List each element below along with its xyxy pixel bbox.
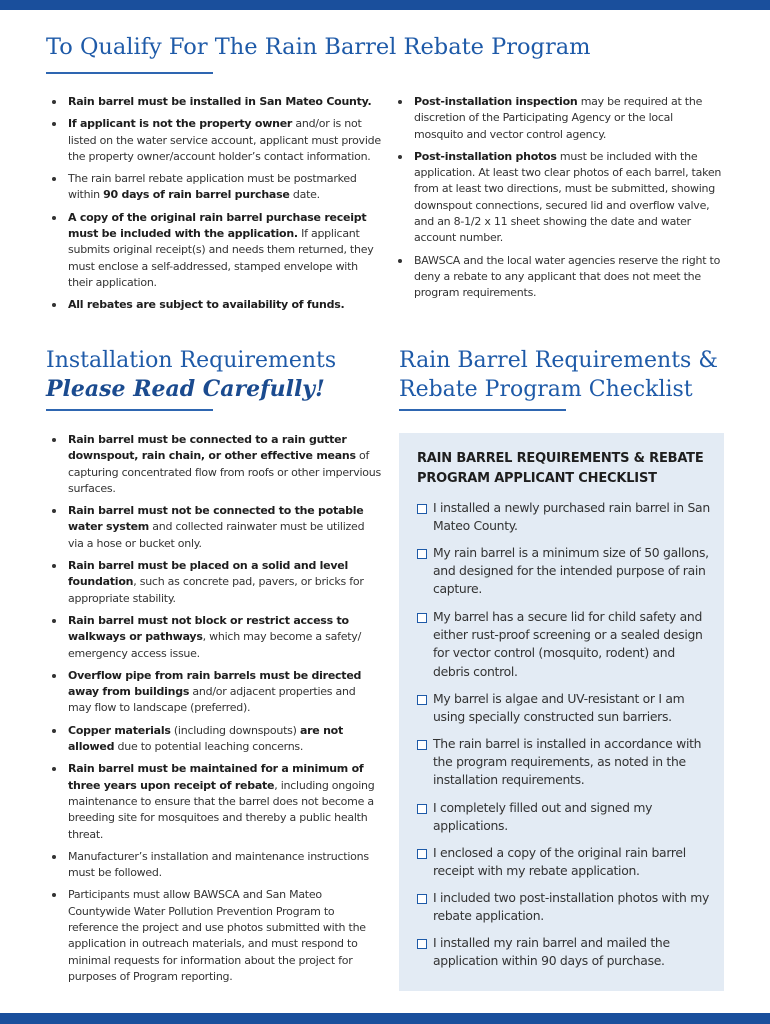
- checklist-item[interactable]: [417, 690, 712, 726]
- top-color-bar: [0, 0, 770, 10]
- installation-item: Rain barrel must not block or restrict access to walkways or pathways, which may become a safety/ emergency access issue.: [46, 613, 381, 662]
- checklist-item-label: My barrel is algae and UV-resistant or I am using specially constructed sun barriers.: [433, 691, 685, 725]
- installation-list: [46, 432, 381, 985]
- checklist-item[interactable]: [417, 889, 712, 925]
- qualify-left-item: Rain barrel must be installed in San Mateo County.: [46, 94, 381, 110]
- qualify-left-item: A copy of the original rain barrel purchase receipt must be included with the application. If applicant submits original receipt(s) and needs them returned, they must enclose a self-addressed, stamped envelope with their application.: [46, 210, 381, 291]
- checklist-item[interactable]: [417, 499, 712, 535]
- installation-heading: [46, 346, 376, 404]
- checklist-item[interactable]: [417, 934, 712, 970]
- checkbox[interactable]: [417, 894, 427, 904]
- qualify-right-item: Post-installation inspection may be required at the discretion of the Participating Agency or the local mosquito and vector control agency.: [392, 94, 722, 143]
- checkbox[interactable]: [417, 740, 427, 750]
- qualify-left-item: If applicant is not the property owner and/or is not listed on the water service account, applicant must provide the property owner/account holder’s contact information.: [46, 116, 381, 165]
- bottom-color-bar: [0, 1013, 770, 1024]
- qualify-left-list: [46, 94, 381, 314]
- checklist-item[interactable]: [417, 844, 712, 880]
- checklist-heading-line2: Rebate Program Checklist: [399, 377, 693, 402]
- checklist-item[interactable]: [417, 735, 712, 790]
- checkbox[interactable]: [417, 695, 427, 705]
- qualify-right-list: [392, 94, 722, 302]
- qualify-right-item: Post-installation photos must be included with the application. At least two clear photos of each barrel, taken from at least two directions, must be submitted, showing downspout connections, secured lid and overflow valve, and an 8-1/2 x 11 sheet showing the date and water account number.: [392, 149, 722, 247]
- checkbox[interactable]: [417, 849, 427, 859]
- checkbox[interactable]: [417, 613, 427, 623]
- checklist-heading-rule: [399, 409, 566, 411]
- checklist-item-label: I installed my rain barrel and mailed the application within 90 days of purchase.: [433, 935, 670, 969]
- installation-subtitle: Please Read Carefully!: [46, 376, 325, 402]
- checkbox[interactable]: [417, 504, 427, 514]
- installation-item: Overflow pipe from rain barrels must be directed away from buildings and/or adjacent properties and may flow to landscape (preferred).: [46, 668, 381, 717]
- checklist-item-label: I enclosed a copy of the original rain barrel receipt with my rebate application.: [433, 845, 686, 879]
- installation-heading-rule: [46, 409, 213, 411]
- qualify-left-item: All rebates are subject to availability of funds.: [46, 297, 381, 313]
- qualify-left-item: The rain barrel rebate application must be postmarked within 90 days of rain barrel purchase date.: [46, 171, 381, 204]
- qualify-right-item: BAWSCA and the local water agencies reserve the right to deny a rebate to any applicant that does not meet the program requirements.: [392, 253, 722, 302]
- checklist-item-label: I included two post-installation photos with my rebate application.: [433, 890, 710, 924]
- checklist-item[interactable]: [417, 544, 712, 599]
- qualify-heading-rule: [46, 72, 213, 74]
- installation-item: Participants must allow BAWSCA and San Mateo Countywide Water Pollution Prevention Program to reference the project and use photos submitted with the application in outreach materials, and must respond to minimal requests for information about the project for purposes of Program reporting.: [46, 887, 381, 985]
- checklist-heading: [399, 346, 729, 404]
- checklist-heading-line1: Rain Barrel Requirements &: [399, 348, 718, 373]
- checklist-panel: [399, 433, 724, 991]
- checklist-item-label: My barrel has a secure lid for child safety and either rust-proof screening or a sealed design for vector control (mosquito, rodent) and debris control.: [433, 609, 703, 679]
- checklist-item-label: The rain barrel is installed in accordance with the program requirements, as noted in the installation requirements.: [433, 736, 702, 788]
- installation-item: Rain barrel must be connected to a rain gutter downspout, rain chain, or other effective means of capturing concentrated flow from roofs or other impervious surfaces.: [46, 432, 381, 497]
- checkbox[interactable]: [417, 804, 427, 814]
- checkbox[interactable]: [417, 549, 427, 559]
- installation-item: Copper materials (including downspouts) are not allowed due to potential leaching concerns.: [46, 723, 381, 756]
- installation-item: Rain barrel must be placed on a solid and level foundation, such as concrete pad, pavers, or bricks for appropriate stability.: [46, 558, 381, 607]
- checklist-box-title: RAIN BARREL REQUIREMENTS & REBATE PROGRAM APPLICANT CHECKLIST: [417, 451, 704, 486]
- installation-item: Rain barrel must be maintained for a minimum of three years upon receipt of rebate, including ongoing maintenance to ensure that the barrel does not become a breeding site for mosquitoes and thereby a public health threat.: [46, 761, 381, 842]
- installation-title: Installation Requirements: [46, 348, 337, 373]
- qualify-heading: To Qualify For The Rain Barrel Rebate Program: [46, 34, 591, 60]
- checkbox[interactable]: [417, 939, 427, 949]
- checklist-item-label: I completely filled out and signed my applications.: [433, 800, 653, 834]
- checklist-item[interactable]: [417, 799, 712, 835]
- checklist-item-label: My rain barrel is a minimum size of 50 gallons, and designed for the intended purpose of rain capture.: [433, 545, 709, 597]
- installation-item: Manufacturer’s installation and maintenance instructions must be followed.: [46, 849, 381, 882]
- checklist-item[interactable]: [417, 608, 712, 681]
- checklist-item-label: I installed a newly purchased rain barrel in San Mateo County.: [433, 500, 710, 534]
- installation-item: Rain barrel must not be connected to the potable water system and collected rainwater must be utilized via a hose or bucket only.: [46, 503, 381, 552]
